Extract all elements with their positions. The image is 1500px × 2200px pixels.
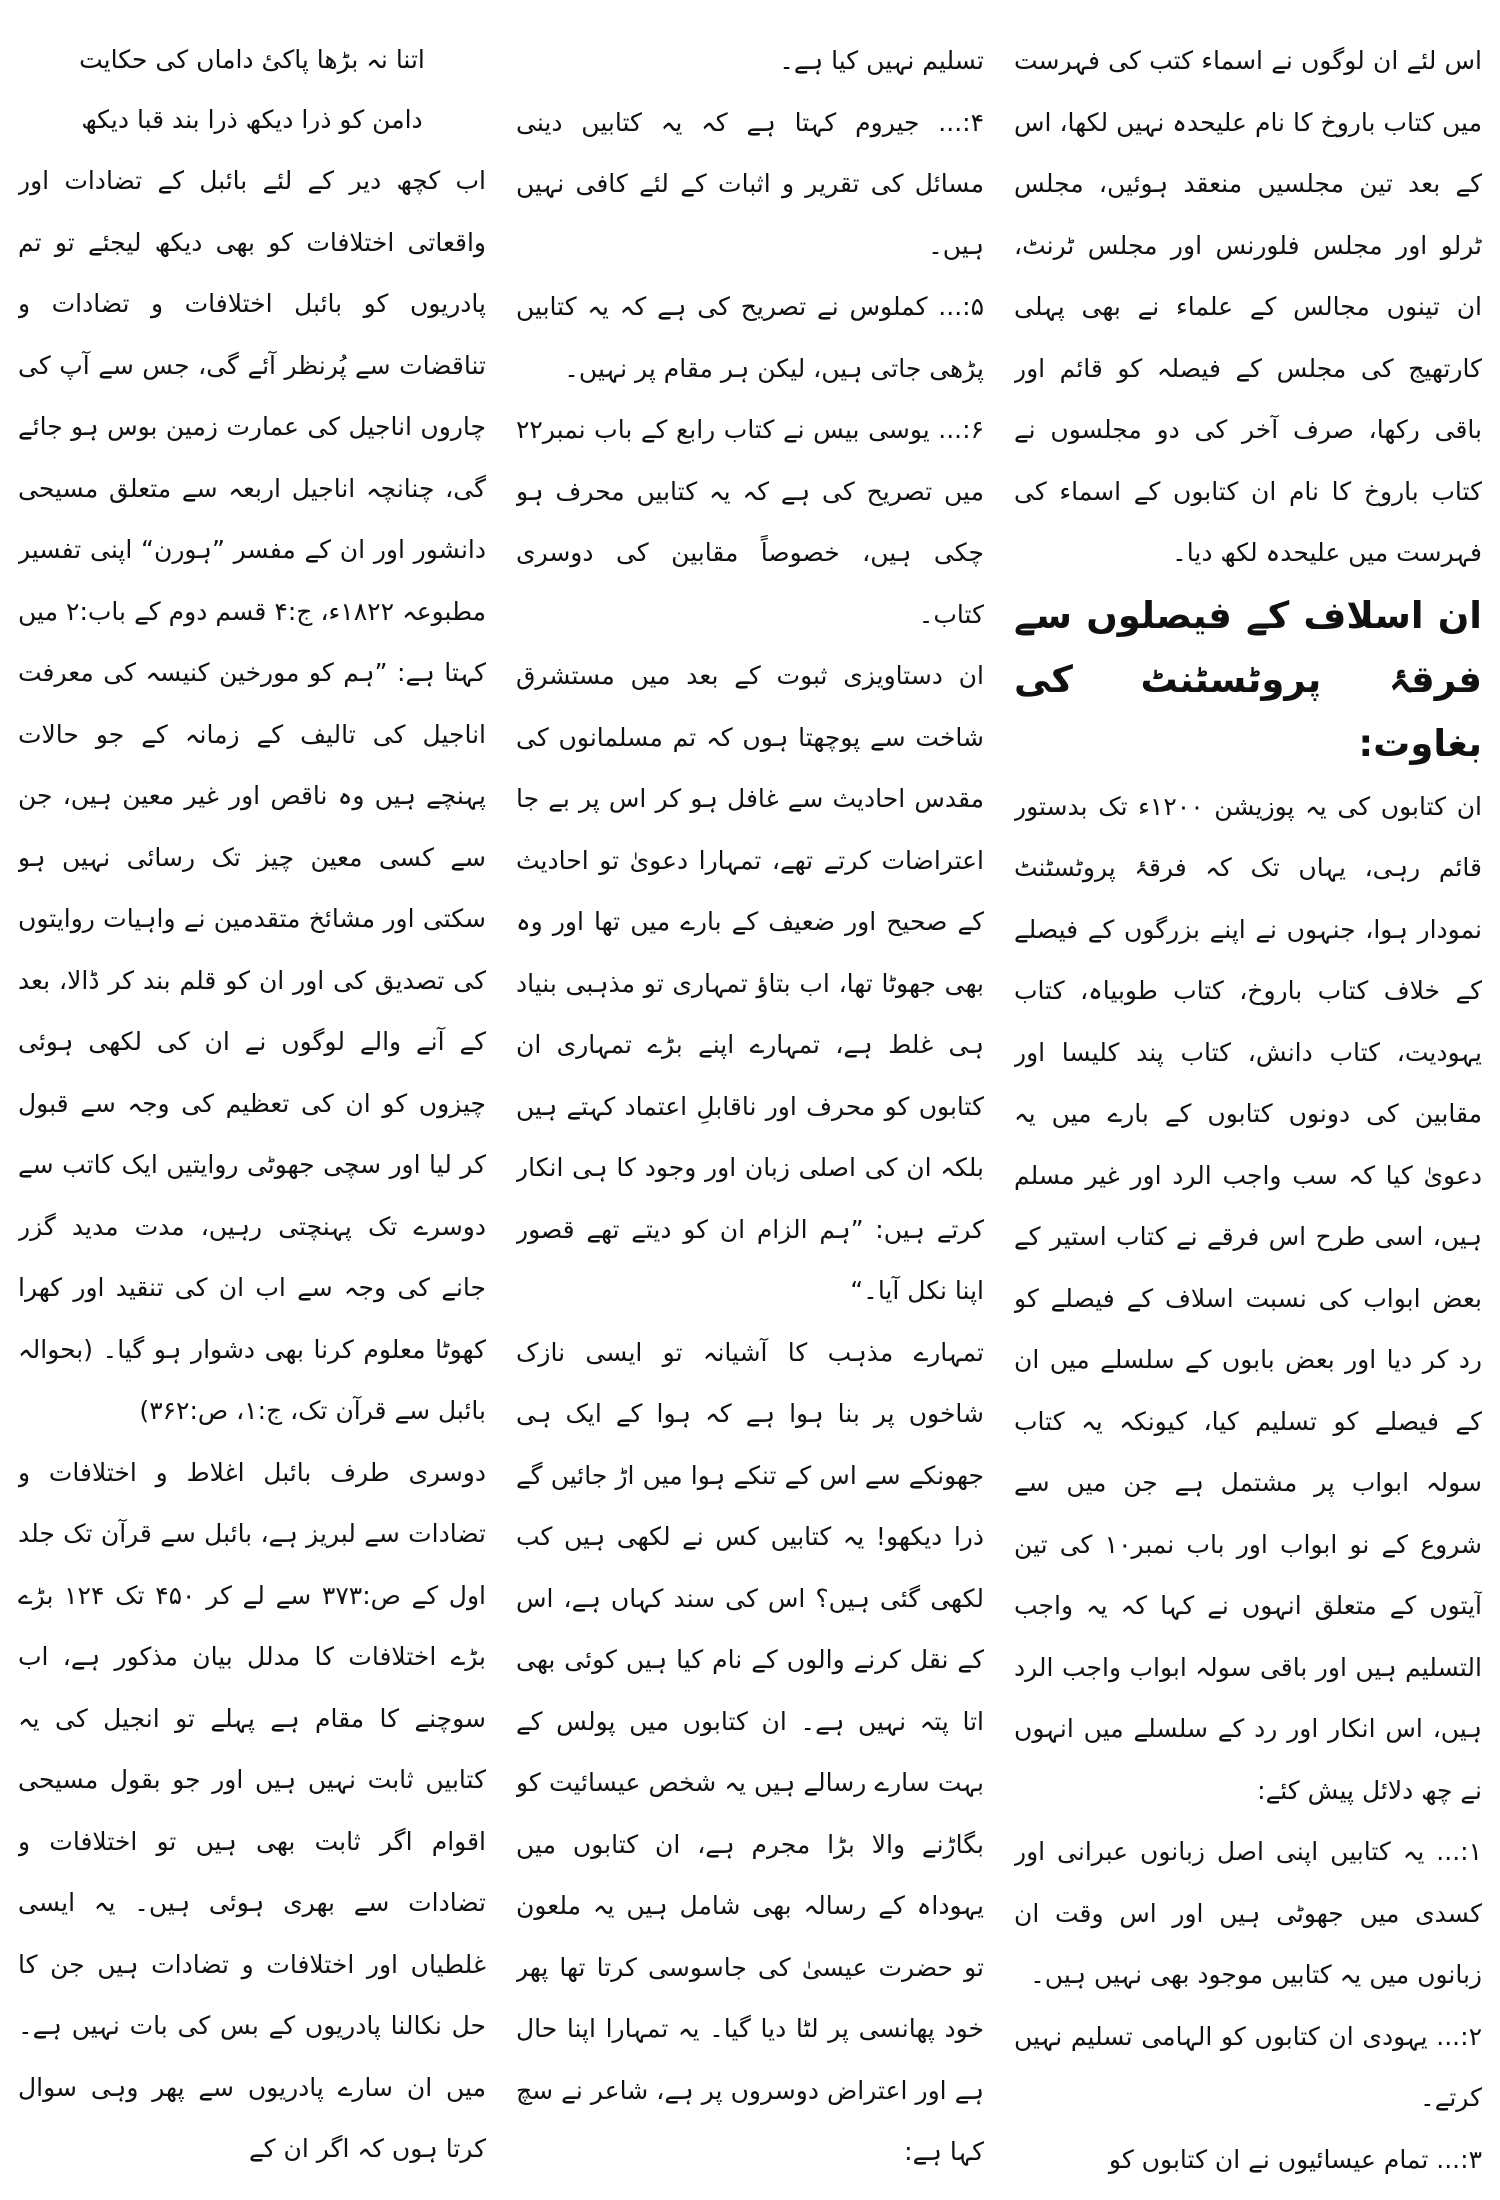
document-page	[18, 30, 1482, 2180]
verse-line: دامن کو ذرا دیکھ ذرا بند قبا دیکھ	[81, 105, 423, 134]
list-item: ۵:... کملوس نے تصریح کی ہے کہ یہ کتابیں پڑھی جاتی ہیں، لیکن ہر مقام پر نہیں۔	[516, 292, 984, 383]
paragraph: ان دستاویزی ثبوت کے بعد میں مستشرق شاخت سے پوچھتا ہوں کہ تم مسلمانوں کی مقدس احادیث سے غافل ہو کر اس پر بے جا اعتراضات کرتے تھے، تمہارا دعویٰ تو احادیث کے صحیح اور ضعیف کے بارے میں تھا اور وہ بھی جھوٹا تھا، اب بتاؤ تمہاری تو مذہبی بنیاد ہی غلط ہے، تمہارے اپنے بڑے تمہاری ان کتابوں کو محرف اور ناقابلِ اعتماد کہتے ہیں بلکہ ان کی اصلی زبان اور وجود کا ہی انکار کرتے ہیں: ”ہم الزام ان کو دیتے تھے قصور اپنا نکل آیا۔“	[516, 661, 984, 1305]
paragraph: دوسری طرف بائبل اغلاط و اختلافات و تضادات سے لبریز ہے، بائبل سے قرآن تک جلد اول کے ص:۳۷۳ سے لے کر ۴۵۰ تک ۱۲۴ بڑے بڑے اختلافات کا مدلل بیان مذکور ہے، اب سوچنے کا مقام ہے پہلے تو انجیل کی یہ کتابیں ثابت نہیں ہیں اور جو بقول مسیحی اقوام اگر ثابت بھی ہیں تو اختلافات و تضادات سے بھری ہوئی ہیں۔ یہ ایسی غلطیاں اور اختلافات و تضادات ہیں جن کا حل نکالنا پادریوں کے بس کی بات نہیں ہے۔ میں ان سارے پادریوں سے پھر وہی سوال کرتا ہوں کہ اگر ان کے	[18, 1457, 486, 2163]
column-right	[1014, 30, 1482, 2180]
section-heading: ان اسلاف کے فیصلوں سے فرقۂ پروٹسٹنٹ کی بغاوت:	[1014, 593, 1482, 765]
paragraph: اب کچھ دیر کے لئے بائبل کے تضادات اور واقعاتی اختلافات کو بھی دیکھ لیجئے تو تم پادریوں کو بائبل اختلافات و تضادات و تناقضات سے پُرنظر آئے گی، جس سے آپ کی چاروں اناجیل کی عمارت زمین بوس ہو جائے گی، چنانچہ اناجیل اربعہ سے متعلق مسیحی دانشور اور ان کے مفسر ”ہورن“ اپنی تفسیر مطبوعہ ۱۸۲۲ء، ج:۴ قسم دوم کے باب:۲ میں کہتا ہے: ”ہم کو مورخین کنیسہ کی معرفت اناجیل کی تالیف کے زمانہ کے جو حالات پہنچے ہیں وہ ناقص اور غیر معین ہیں، جن سے کسی معین چیز تک رسائی نہیں ہو سکتی اور مشائخ متقدمین نے واہیات روایتوں کی تصدیق کی اور ان کو قلم بند کر ڈالا، بعد کے آنے والے لوگوں نے ان کی لکھی ہوئی چیزوں کو ان کی تعظیم کی وجہ سے قبول کر لیا اور سچی جھوٹی روایتیں ایک کاتب سے دوسرے تک پہنچتی رہیں، مدت مدید گزر جانے کی وجہ سے اب ان کی تنقید اور کھرا کھوٹا معلوم کرنا بھی دشوار ہو گیا۔ (بحوالہ بائبل سے قرآن تک، ج:۱، ص:۳۶۲)	[18, 166, 486, 1425]
list-item: ۳:... تمام عیسائیوں نے ان کتابوں کو	[1108, 2144, 1482, 2174]
list-item: ۱:... یہ کتابیں اپنی اصل زبانوں عبرانی اور کسدی میں جھوٹی ہیں اور اس وقت ان زبانوں میں یہ کتابیں موجود بھی نہیں ہیں۔	[1014, 1837, 1482, 1989]
list-item: ۶:... یوسی بیس نے کتاب رابع کے باب نمبر۲۲ میں تصریح کی ہے کہ یہ کتابیں محرف ہو چکی ہیں، خصوصاً مقابین کی دوسری کتاب۔	[516, 415, 984, 629]
column-left	[18, 30, 486, 2180]
paragraph: تسلیم نہیں کیا ہے۔	[779, 46, 984, 75]
paragraph: اس لئے ان لوگوں نے اسماء کتب کی فہرست میں کتاب باروخ کا نام علیحدہ نہیں لکھا، اس کے بعد تین مجلسیں منعقد ہوئیں، مجلس ٹرلو اور مجلس فلورنس اور مجلس ٹرنٹ، ان تینوں مجالس کے علماء نے بھی پہلی کارتھیج کی مجلس کے فیصلہ کو قائم اور باقی رکھا، صرف آخر کی دو مجلسوں نے کتاب باروخ کا نام ان کتابوں کے اسماء کی فہرست میں علیحدہ لکھ دیا۔	[1014, 46, 1482, 567]
verse-line: اتنا نہ بڑھا پاکیٔ داماں کی حکایت	[79, 45, 425, 74]
list-item: ۴:... جیروم کہتا ہے کہ یہ کتابیں دینی مسائل کی تقریر و اثبات کے لئے کافی نہیں ہیں۔	[516, 107, 984, 260]
column-middle	[516, 30, 984, 2180]
paragraph: تمہارے مذہب کا آشیانہ تو ایسی نازک شاخوں پر بنا ہوا ہے کہ ہوا کے ایک ہی جھونکے سے اس کے تنکے ہوا میں اڑ جائیں گے ذرا دیکھو! یہ کتابیں کس نے لکھی ہیں کب لکھی گئی ہیں؟ اس کی سند کہاں ہے، اس کے نقل کرنے والوں کے نام کیا ہیں کوئی بھی اتا پتہ نہیں ہے۔ ان کتابوں میں پولس کے بہت سارے رسالے ہیں یہ شخص عیسائیت کو بگاڑنے والا بڑا مجرم ہے، ان کتابوں میں یہوداہ کے رسالہ بھی شامل ہیں یہ ملعون تو حضرت عیسیٰ کی جاسوسی کرتا تھا پھر خود پھانسی پر لٹا دیا گیا۔ یہ تمہارا اپنا حال ہے اور اعتراض دوسروں پر ہے، شاعر نے سچ کہا ہے:	[516, 1337, 984, 2166]
paragraph: ان کتابوں کی یہ پوزیشن ۱۲۰۰ء تک بدستور قائم رہی، یہاں تک کہ فرقۂ پروٹسٹنٹ نمودار ہوا، جنہوں نے اپنے بزرگوں کے فیصلے کے خلاف کتاب باروخ، کتاب طوبیاہ، کتاب یہودیت، کتاب دانش، کتاب پند کلیسا اور مقابین کی دونوں کتابوں کے بارے میں یہ دعویٰ کیا کہ سب واجب الرد اور غیر مسلم ہیں، اسی طرح اس فرقے نے کتاب استیر کے بعض ابواب کی نسبت اسلاف کے فیصلے کو رد کر دیا اور بعض بابوں کے سلسلے میں ان کے فیصلے کو تسلیم کیا، کیونکہ یہ کتاب سولہ ابواب پر مشتمل ہے جن میں سے شروع کے نو ابواب اور باب نمبر۱۰ کی تین آیتوں کے متعلق انہوں نے کہا کہ یہ واجب التسلیم ہیں اور باقی سولہ ابواب واجب الرد ہیں، اس انکار اور رد کے سلسلے میں انہوں نے چھ دلائل پیش کئے:	[1014, 791, 1482, 1805]
list-item: ۲:... یہودی ان کتابوں کو الہامی تسلیم نہیں کرتے۔	[1014, 2021, 1482, 2112]
